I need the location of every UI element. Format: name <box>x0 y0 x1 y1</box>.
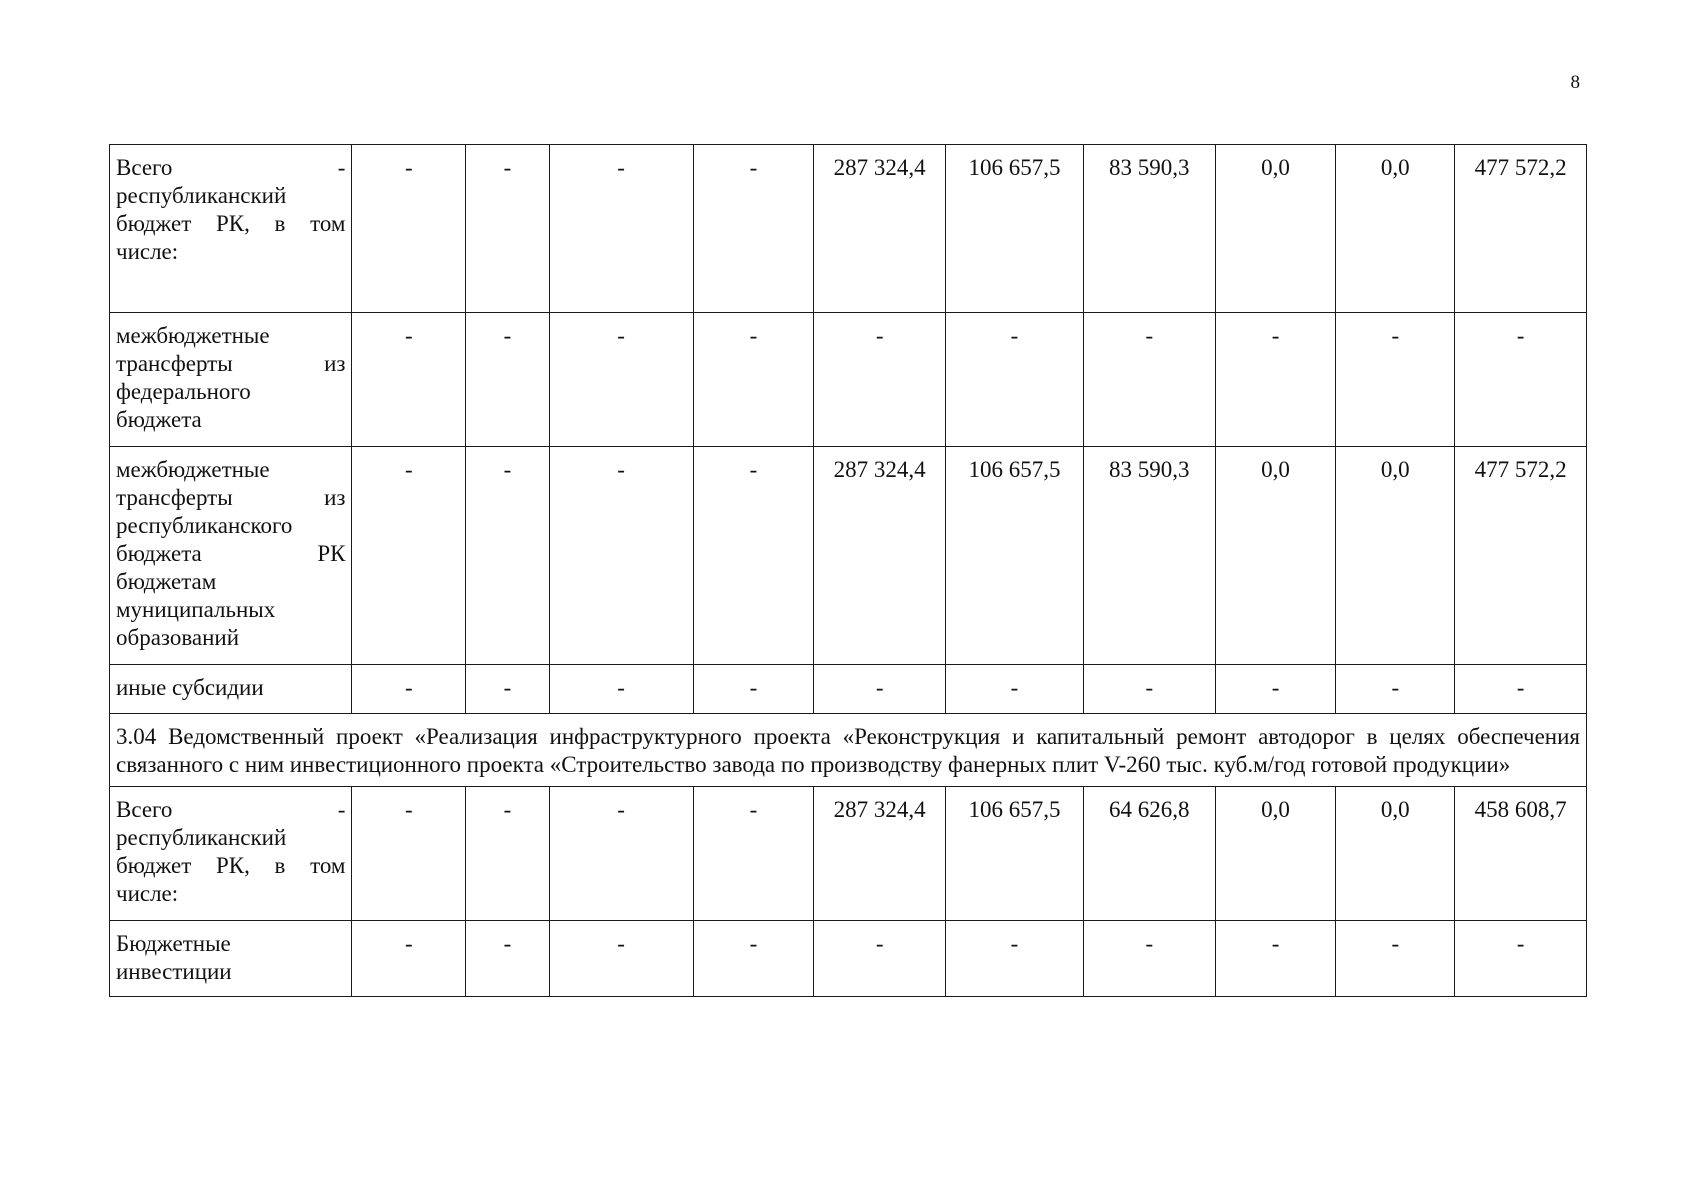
table-cell: - <box>693 145 814 313</box>
table-cell: - <box>549 313 693 447</box>
table-row <box>110 665 1587 714</box>
table-cell: - <box>1083 313 1215 447</box>
row-label: межбюджетные трансферты из республиканского бюджета РК бюджетам муниципальных образований <box>110 447 352 665</box>
table-cell: - <box>352 665 466 714</box>
table-cell: 287 324,4 <box>814 145 946 313</box>
table-cell: - <box>466 145 550 313</box>
table-cell: - <box>466 447 550 665</box>
table-cell: 458 608,7 <box>1455 787 1587 921</box>
table-cell: - <box>693 787 814 921</box>
row-label: Всего - республиканский бюджет РК, в том числе: <box>110 787 352 921</box>
table-cell: - <box>693 447 814 665</box>
table-cell: 477 572,2 <box>1455 145 1587 313</box>
table-cell: - <box>466 665 550 714</box>
table-cell: 0,0 <box>1215 787 1336 921</box>
table-cell: - <box>946 665 1084 714</box>
table-cell: - <box>549 787 693 921</box>
table-cell: 477 572,2 <box>1455 447 1587 665</box>
table-cell: - <box>1215 921 1336 997</box>
table-cell: - <box>352 921 466 997</box>
table-cell: - <box>1083 665 1215 714</box>
table-row <box>110 787 1587 921</box>
row-label: Всего - республиканский бюджет РК, в том числе: <box>110 145 352 313</box>
table-cell: 106 657,5 <box>946 787 1084 921</box>
table-cell: 106 657,5 <box>946 447 1084 665</box>
table-cell: - <box>352 787 466 921</box>
section-title: 3.04 Ведомственный проект «Реализация инфраструктурного проекта «Реконструкция и капитальный ремонт автодорог в целях обеспечения связанного с ним инвестиционного проекта «Строительство завода по производству фанерных плит V-260 тыс. куб.м/год готовой продукции» <box>110 714 1587 787</box>
table-cell: - <box>814 313 946 447</box>
table-cell: - <box>946 313 1084 447</box>
table-cell: - <box>1455 313 1587 447</box>
table-cell: - <box>1336 665 1455 714</box>
table-cell: - <box>1336 313 1455 447</box>
table-cell: - <box>693 313 814 447</box>
table-cell: 0,0 <box>1215 145 1336 313</box>
table-row <box>110 921 1587 997</box>
table-cell: - <box>352 313 466 447</box>
table-cell: 83 590,3 <box>1083 145 1215 313</box>
row-label: межбюджетные трансферты из федерального бюджета <box>110 313 352 447</box>
page-number: 8 <box>1570 72 1580 93</box>
table-cell: - <box>693 665 814 714</box>
table-cell: - <box>352 447 466 665</box>
table-cell: - <box>1336 921 1455 997</box>
table-cell: - <box>814 921 946 997</box>
table-cell: - <box>693 921 814 997</box>
table-cell: - <box>352 145 466 313</box>
table-cell: - <box>466 921 550 997</box>
table-cell: 83 590,3 <box>1083 447 1215 665</box>
table-cell: 287 324,4 <box>814 787 946 921</box>
table-cell: - <box>549 447 693 665</box>
table-cell: 287 324,4 <box>814 447 946 665</box>
table-row <box>110 447 1587 665</box>
table-cell: - <box>549 145 693 313</box>
table-cell: - <box>814 665 946 714</box>
row-label: Бюджетные инвестиции <box>110 921 352 997</box>
table-cell: - <box>946 921 1084 997</box>
table-cell: 0,0 <box>1336 145 1455 313</box>
table-cell: - <box>1215 665 1336 714</box>
table-cell: - <box>549 921 693 997</box>
table-cell: - <box>1215 313 1336 447</box>
table-cell: 0,0 <box>1215 447 1336 665</box>
table-cell: - <box>466 787 550 921</box>
table-cell: - <box>1083 921 1215 997</box>
table-cell: - <box>466 313 550 447</box>
table-row <box>110 145 1587 313</box>
table-cell: - <box>549 665 693 714</box>
budget-table <box>109 144 1587 997</box>
table-cell: 106 657,5 <box>946 145 1084 313</box>
table-cell: 64 626,8 <box>1083 787 1215 921</box>
table-row <box>110 313 1587 447</box>
row-label: иные субсидии <box>110 665 352 714</box>
table-cell: 0,0 <box>1336 787 1455 921</box>
table-cell: 0,0 <box>1336 447 1455 665</box>
section-row <box>110 714 1587 787</box>
table-cell: - <box>1455 665 1587 714</box>
table-cell: - <box>1455 921 1587 997</box>
